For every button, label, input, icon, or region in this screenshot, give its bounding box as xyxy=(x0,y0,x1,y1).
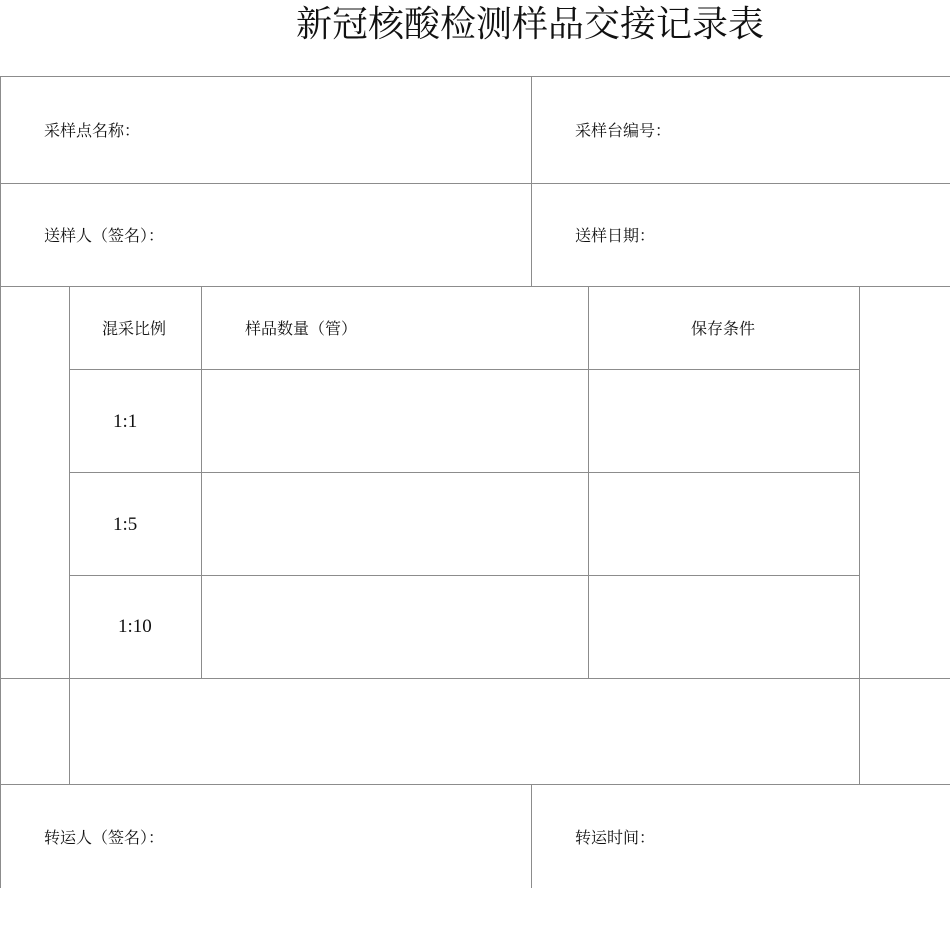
column-header-storage: 保存条件 xyxy=(691,319,756,338)
page-title: 新冠核酸检测样品交接记录表 xyxy=(295,4,764,45)
station-no-field[interactable] xyxy=(672,110,942,152)
row-1-quantity-cell[interactable] xyxy=(202,370,588,472)
sender-signature-field[interactable] xyxy=(172,215,522,257)
site-name-field[interactable] xyxy=(140,110,520,152)
row-2-ratio: 1:5 xyxy=(113,514,138,535)
send-date-field[interactable] xyxy=(656,215,942,257)
station-no-label: 采样台编号： xyxy=(575,121,672,140)
column-header-mix-ratio: 混采比例 xyxy=(102,319,167,338)
row-1-storage-cell[interactable] xyxy=(589,370,859,472)
row-3-quantity-cell[interactable] xyxy=(202,576,588,678)
transporter-signature-field[interactable] xyxy=(172,817,522,859)
transport-time-field[interactable] xyxy=(656,817,942,859)
row-2-storage-cell[interactable] xyxy=(589,473,859,575)
column-header-sample-quantity: 样品数量（管） xyxy=(245,319,358,338)
send-date-label: 送样日期： xyxy=(575,226,656,245)
rule-table-right xyxy=(859,286,860,784)
sender-label: 送样人（签名）： xyxy=(44,226,165,245)
row-3-storage-cell[interactable] xyxy=(589,576,859,678)
rule-header-mid xyxy=(0,183,950,184)
rule-top xyxy=(0,76,950,77)
rule-footer-top xyxy=(0,784,950,785)
transporter-label: 转运人（签名）： xyxy=(44,828,165,847)
rule-footer-divider xyxy=(531,784,532,888)
rule-header-bottom xyxy=(0,286,950,287)
row-2-quantity-cell[interactable] xyxy=(202,473,588,575)
blank-merged-row[interactable] xyxy=(70,679,859,784)
row-1-ratio: 1:1 xyxy=(113,411,138,432)
rule-left-edge xyxy=(0,76,1,888)
rule-header-divider xyxy=(531,76,532,286)
row-3-ratio: 1:10 xyxy=(118,616,152,637)
site-name-label: 采样点名称： xyxy=(44,121,141,140)
transport-time-label: 转运时间： xyxy=(575,828,656,847)
